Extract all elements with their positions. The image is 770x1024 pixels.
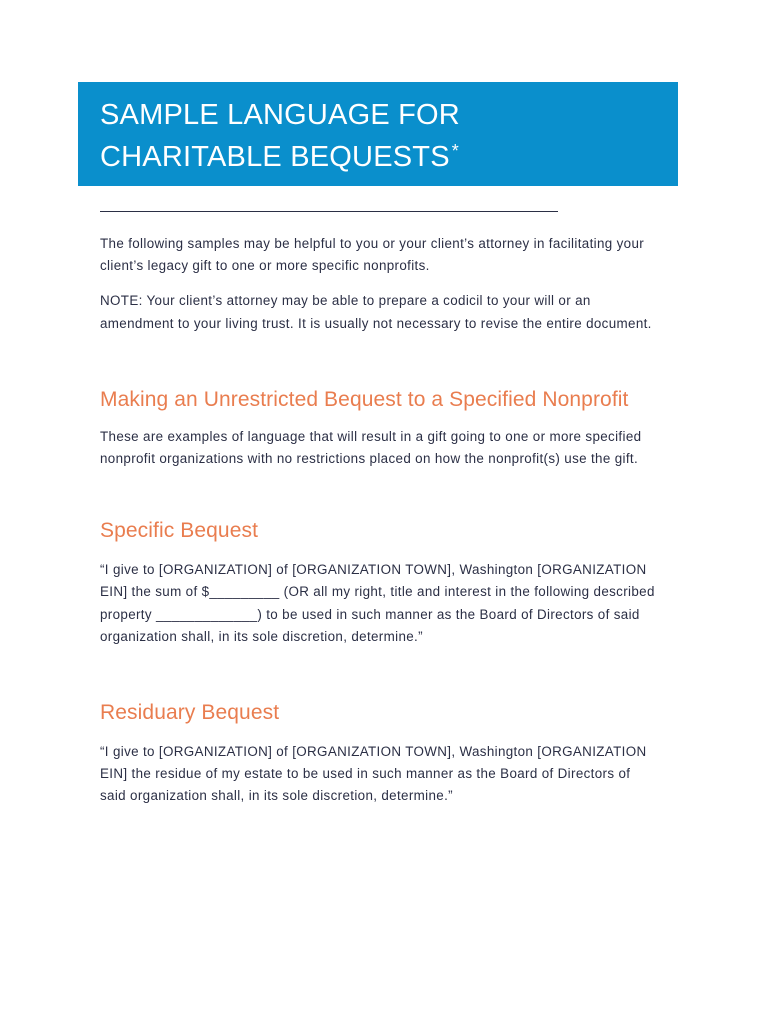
- heading-unrestricted-bequest: Making an Unrestricted Bequest to a Specified Nonprofit: [100, 387, 629, 411]
- title-banner: [78, 82, 678, 186]
- title-line-2-wrapper: [100, 136, 678, 178]
- residuary-bequest-paragraph: “I give to [ORGANIZATION] of [ORGANIZATION TOWN], Washington [ORGANIZATION EIN] the residue of my estate to be used in such manner as the Board of Directors of said organization shall, in its sole discretion, determine.”: [100, 744, 647, 804]
- title-line-1: SAMPLE LANGUAGE FOR: [100, 99, 460, 131]
- intro-paragraph: The following samples may be helpful to you or your client’s attorney in facilitating your client’s legacy gift to one or more specific nonprofits.: [100, 236, 645, 274]
- title-asterisk: *: [451, 141, 459, 161]
- note-paragraph: NOTE: Your client’s attorney may be able to prepare a codicil to your will or an amendment to your living trust. It is usually not necessary to revise the entire document.: [100, 293, 652, 331]
- heading-residuary-bequest: Residuary Bequest: [100, 701, 280, 725]
- divider-rule: [100, 211, 558, 212]
- specific-bequest-paragraph: “I give to [ORGANIZATION] of [ORGANIZATION TOWN], Washington [ORGANIZATION EIN] the sum of $_________ (OR all my right, title and interest in the following described property _____________) to be used in such manner as the Board of Directors of said organization shall, in its sole discretion, determine.”: [100, 562, 655, 644]
- title-line-2: CHARITABLE BEQUESTS: [100, 141, 450, 173]
- unrestricted-bequest-paragraph: These are examples of language that will result in a gift going to one or more specified nonprofit organizations with no restrictions placed on how the nonprofit(s) use the gift.: [100, 428, 642, 467]
- heading-specific-bequest: Specific Bequest: [100, 519, 259, 543]
- document-body: [100, 233, 660, 808]
